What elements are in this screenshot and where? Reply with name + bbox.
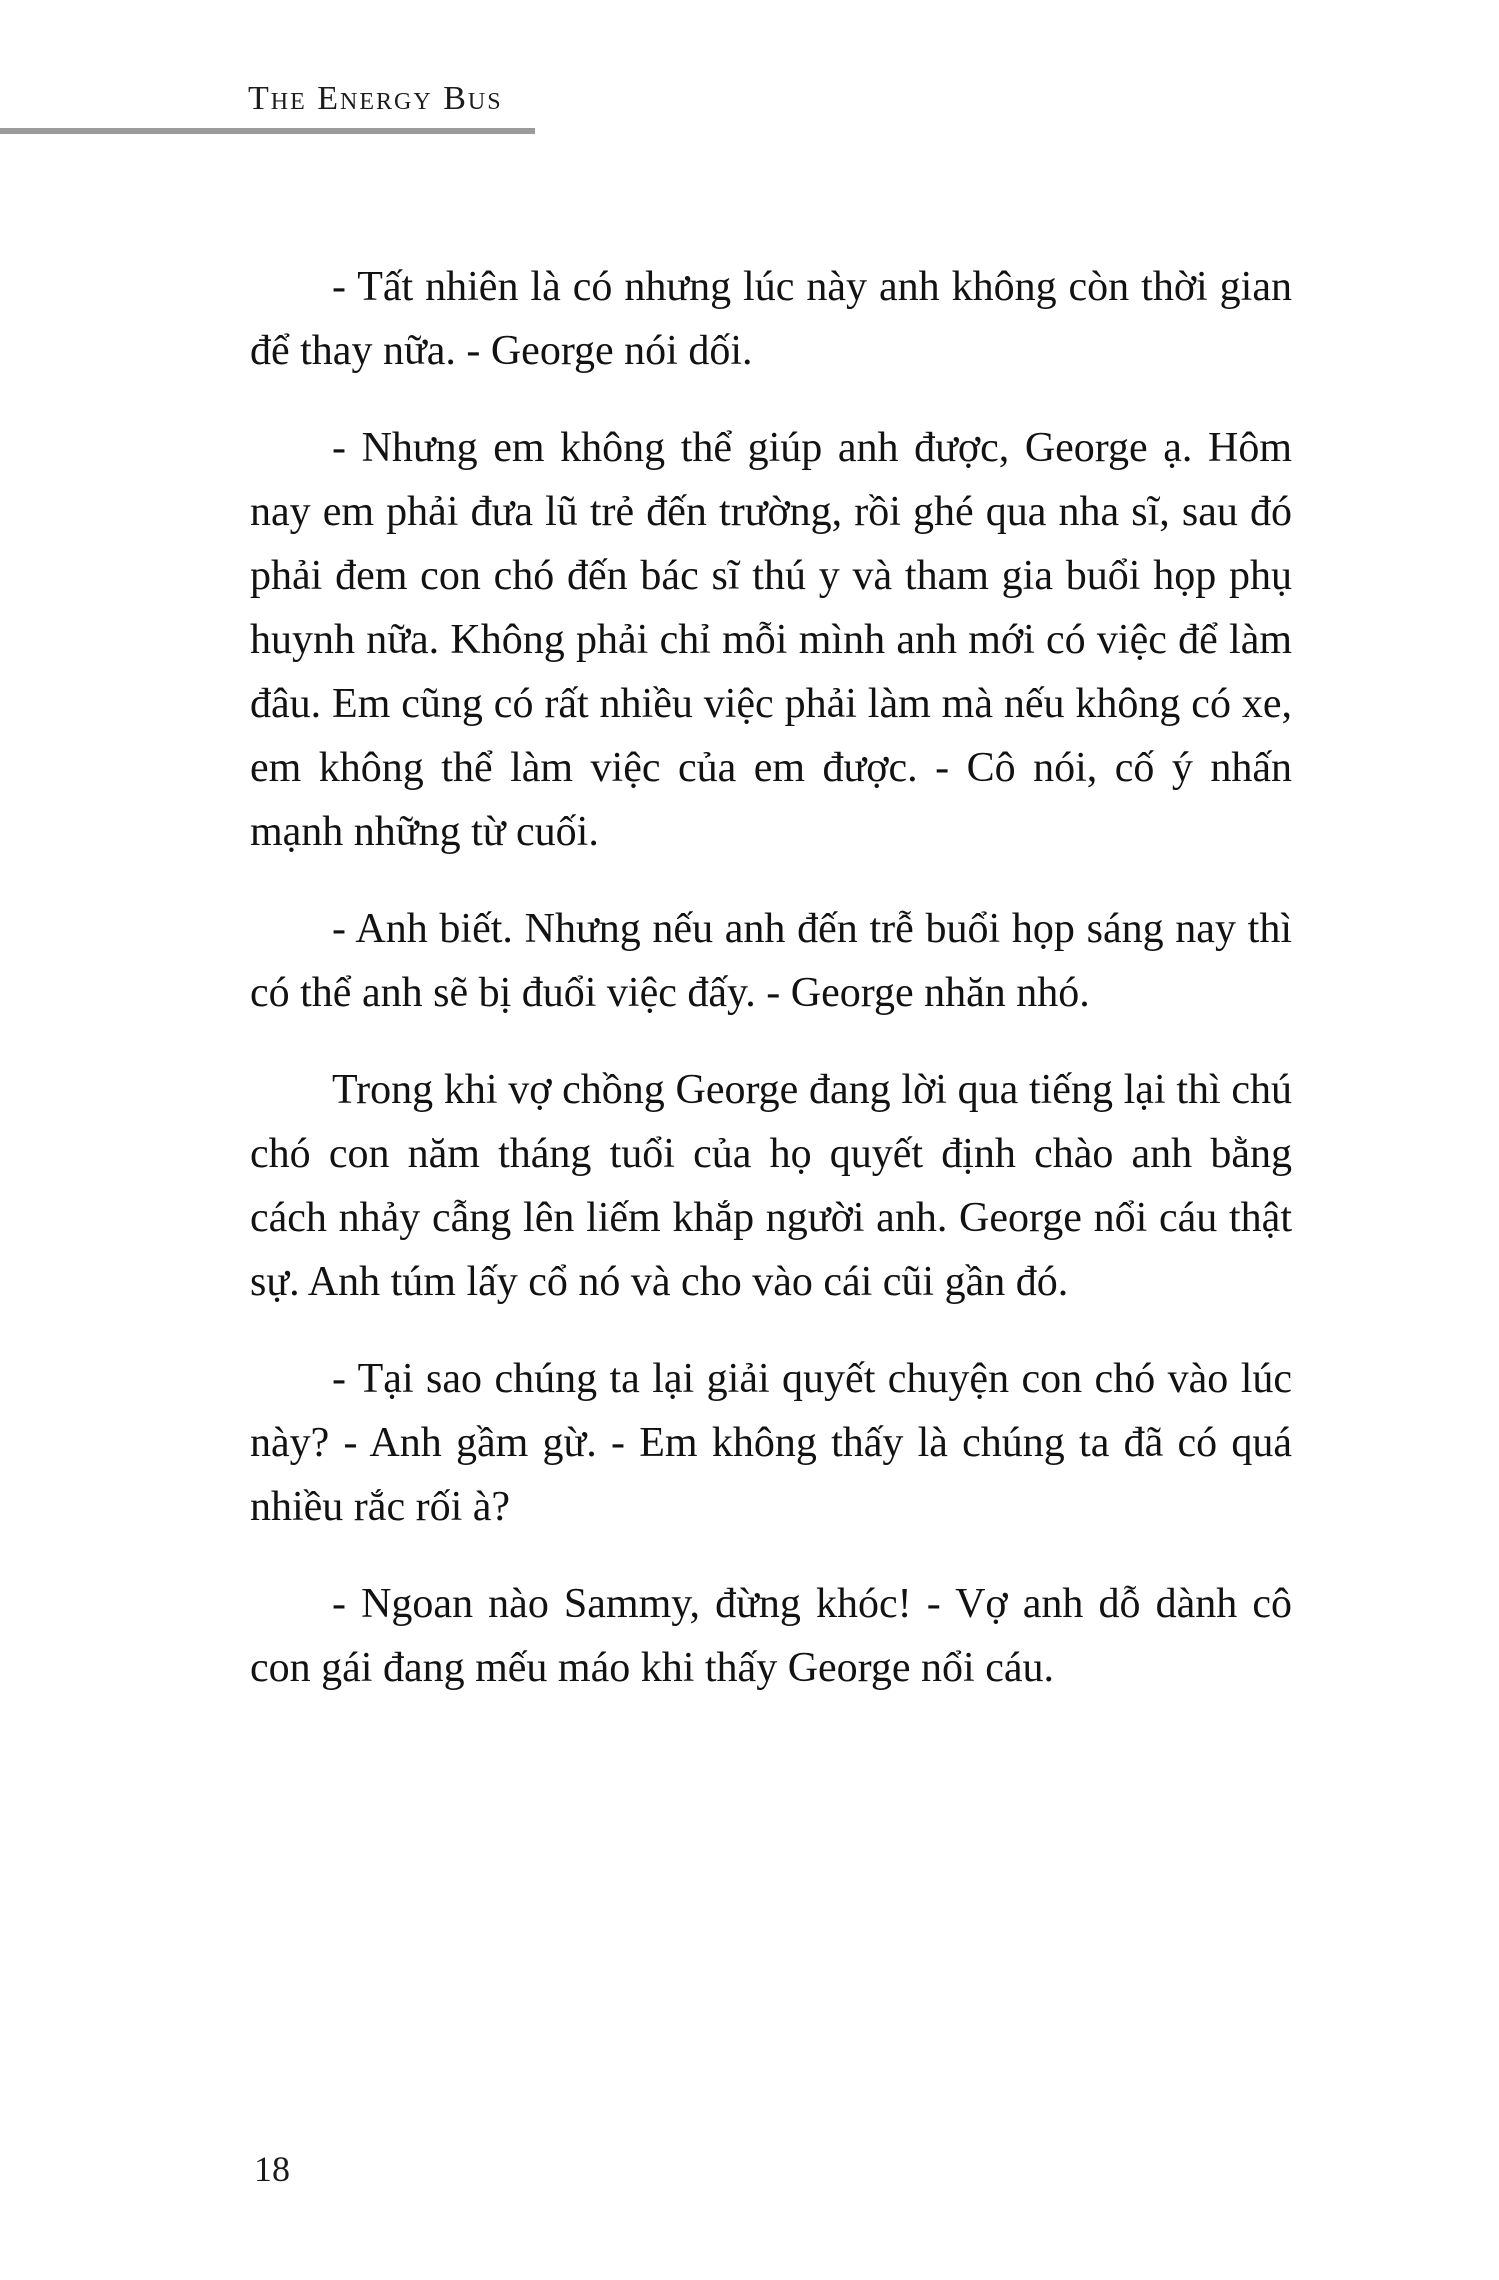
paragraph: - Anh biết. Nhưng nếu anh đến trễ buổi họp sáng nay thì có thể anh sẽ bị đuổi việc đấy. - George nhăn nhó. <box>250 906 1292 1016</box>
page-number: 18 <box>254 2149 290 2189</box>
header-rule <box>0 128 535 134</box>
paragraph: Trong khi vợ chồng George đang lời qua tiếng lại thì chú chó con năm tháng tuổi của họ quyết định chào anh bằng cách nhảy cẫng lên liếm khắp người anh. George nổi cáu thật sự. Anh túm lấy cổ nó và cho vào cái cũi gần đó. <box>250 1067 1292 1305</box>
page-body-text <box>250 255 1292 1733</box>
running-header-title: The Energy Bus <box>248 80 503 117</box>
paragraph: - Nhưng em không thể giúp anh được, George ạ. Hôm nay em phải đưa lũ trẻ đến trường, rồi ghé qua nha sĩ, sau đó phải đem con chó đến bác sĩ thú y và tham gia buổi họp phụ huynh nữa. Không phải chỉ mỗi mình anh mới có việc để làm đâu. Em cũng có rất nhiều việc phải làm mà nếu không có xe, em không thể làm việc của em được. - Cô nói, cố ý nhấn mạnh những từ cuối. <box>250 425 1292 855</box>
paragraph: - Tất nhiên là có nhưng lúc này anh không còn thời gian để thay nữa. - George nói dối. <box>250 264 1292 374</box>
paragraph: - Tại sao chúng ta lại giải quyết chuyện con chó vào lúc này? - Anh gầm gừ. - Em không thấy là chúng ta đã có quá nhiều rắc rối à? <box>250 1356 1292 1530</box>
paragraph: - Ngoan nào Sammy, đừng khóc! - Vợ anh dỗ dành cô con gái đang mếu máo khi thấy George nổi cáu. <box>250 1581 1292 1691</box>
